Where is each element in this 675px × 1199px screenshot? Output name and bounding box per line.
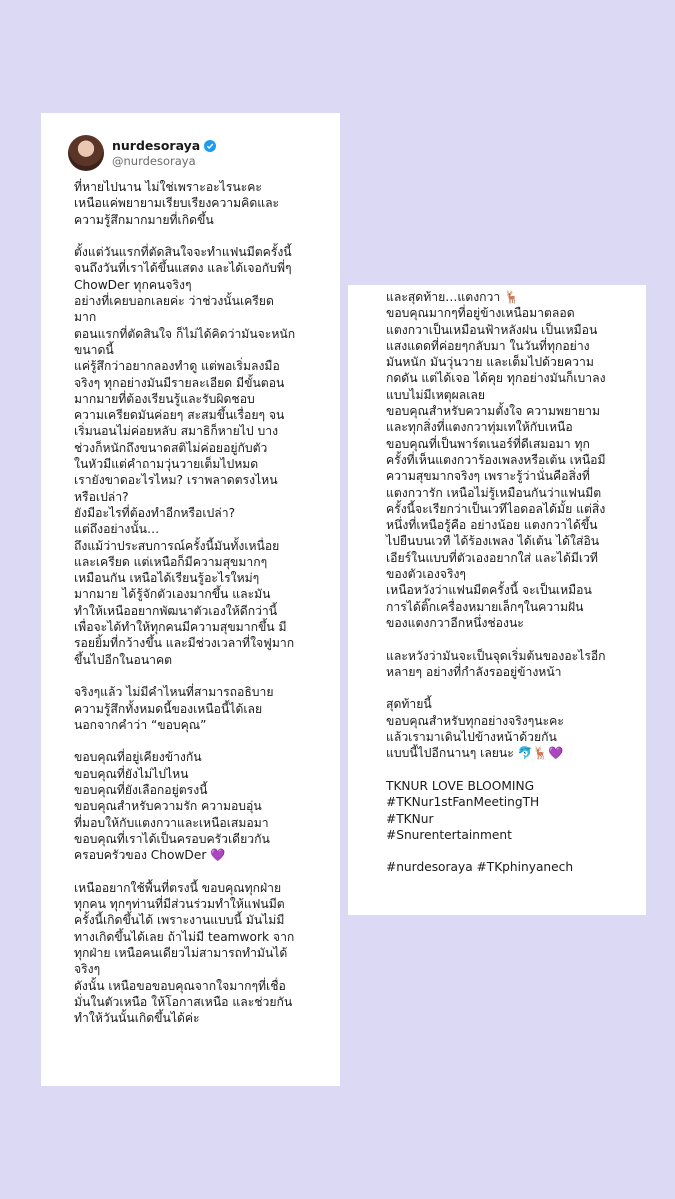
author-info	[112, 138, 216, 168]
avatar[interactable]	[68, 135, 104, 171]
post-card-right	[348, 285, 646, 915]
user-handle[interactable]: @nurdesoraya	[112, 154, 196, 168]
post-card-left	[41, 113, 340, 1086]
name-row	[112, 138, 216, 153]
verified-badge-icon	[204, 140, 216, 152]
post-header	[68, 135, 326, 171]
post-text-part-1: ที่หายไปนาน ไม่ใช่เพราะอะไรนะคะ เหนือแค่พยายามเรียบเรียงความคิดและ ความรู้สึกมากมายที่เกิดขึ้น ตั้งแต่วันแรกที่ตัดสินใจจะทำแฟนมีตครั้งนี้ จนถึงวันที่เราได้ขึ้นแสดง และได้เจอกับพี่ๆ ChowDer ทุกคนจริงๆ อย่างที่เคยบอกเลยค่ะ ว่าช่วงนั้นเครียด มาก ตอนแรกที่ตัดสินใจ ก็ไม่ได้คิดว่ามันจะหนัก ขนาดนี้ แค่รู้สึกว่าอยากลองทำดู แต่พอเริ่มลงมือ จริงๆ ทุกอย่างมันมีรายละเอียด มีขั้นตอน มากมายที่ต้องเรียนรู้และรับผิดชอบ ความเครียดมันค่อยๆ สะสมขึ้นเรื่อยๆ จน เริ่มนอนไม่ค่อยหลับ สมาธิก็หายไป บาง ช่วงก็หนักถึงขนาดสติไม่ค่อยอยู่กับตัว ในหัวมีแต่คำถามวุ่นวายเต็มไปหมด เรายังขาดอะไรไหม? เราพลาดตรงไหน หรือเปล่า? ยังมีอะไรที่ต้องทำอีกหรือเปล่า? แต่ถึงอย่างนั้น… ถึงแม้ว่าประสบการณ์ครั้งนี้มันทั้งเหนื่อย และเครียด แต่เหนือก็มีความสุขมากๆ เหมือนกัน เหนือได้เรียนรู้อะไรใหม่ๆ มากมาย ได้รู้จักตัวเองมากขึ้น และมัน ทำให้เหนืออยากพัฒนาตัวเองให้ดีกว่านี้ เพื่อจะได้ทำให้ทุกคนมีความสุขมากขึ้น มี รอยยิ้มที่กว้างขึ้น และมีช่วงเวลาที่ใจฟูมาก ขึ้นไปอีกในอนาคต จริงๆแล้ว ไม่มีคำไหนที่สามารถอธิบาย ความรู้สึกทั้งหมดนี้ของเหนือนี้ได้เลย นอกจากคำว่า “ขอบคุณ” ขอบคุณที่อยู่เคียงข้างกัน ขอบคุณที่ยังไม่ไปไหน ขอบคุณที่ยังเลือกอยู่ตรงนี้ ขอบคุณสำหรับความรัก ความอบอุ่น ที่มอบให้กับแตงกวาและเหนือเสมอมา ขอบคุณที่เราได้เป็นครอบครัวเดียวกัน ครอบครัวของ ChowDer 💜 เหนืออยากใช้พื้นที่ตรงนี้ ขอบคุณทุกฝ่าย ทุกคน ทุกๆท่านที่มีส่วนร่วมทำให้แฟนมีต ครั้งนี้เกิดขึ้นได้ เพราะงานแบบนี้ มันไม่มี ทางเกิดขึ้นได้เลย ถ้าไม่มี teamwork จาก ทุกฝ่าย เหนือคนเดียวไม่สามารถทำมันได้ จริงๆ ดังนั้น เหนือขอขอบคุณจากใจมากๆที่เชื่อ มั่นในตัวเหนือ ให้โอกาสเหนือ และช่วยกัน ทำให้วันนั้นเกิดขึ้นได้ค่ะ	[74, 180, 296, 1026]
post-text-part-2: และสุดท้าย…แตงกวา 🦌 ขอบคุณมากๆที่อยู่ข้างเหนือมาตลอด แตงกวาเป็นเหมือนฟ้าหลังฝน เป็นเหมือน แสงแดดที่ค่อยๆกลับมา ในวันที่ทุกอย่าง มันหนัก มันวุ่นวาย และเต็มไปด้วยความ กดดัน แต่ได้เจอ ได้คุย ทุกอย่างมันก็เบาลง แบบไม่มีเหตุผลเลย ขอบคุณสำหรับความตั้งใจ ความพยายาม และทุกสิ่งที่แตงกวาทุ่มเทให้กับเหนือ ขอบคุณที่เป็นพาร์ตเนอร์ที่ดีเสมอมา ทุก ครั้งที่เห็นแตงกวาร้องเพลงหรือเต้น เหนือมี ความสุขมากจริงๆ เพราะรู้ว่านั่นคือสิ่งที่ แตงกวารัก เหนือไม่รู้เหมือนกันว่าแฟนมีต ครั้งนี้จะเรียกว่าเป็นเวทีไอดอลได้มั้ย แต่สิ่ง หนึ่งที่เหนือรู้คือ อย่างน้อย แตงกวาได้ขึ้น ไปยืนบนเวที ได้ร้องเพลง ได้เต้น ได้ใส่อิน เอียร์ในแบบที่ตัวเองอยากใส่ และได้มีเวที ของตัวเองจริงๆ เหนือหวังว่าแฟนมีตครั้งนี้ จะเป็นเหมือน การได้ติ๊กเครื่องหมายเล็กๆในความฝัน ของแตงกวาอีกหนึ่งช่องนะ และหวังว่ามันจะเป็นจุดเริ่มต้นของอะไรอีก หลายๆ อย่างที่กำลังรออยู่ข้างหน้า สุดท้ายนี้ ขอบคุณสำหรับทุกอย่างจริงๆนะคะ แล้วเรามาเดินไปข้างหน้าด้วยกัน แบบนี้ไปอีกนานๆ เลยนะ 🐬🦌💜 TKNUR LOVE BLOOMING #TKNur1stFanMeetingTH #TKNur #Snurentertainment #nurdesoraya #TKphinyanech	[386, 290, 606, 875]
display-name[interactable]: nurdesoraya	[112, 138, 201, 153]
